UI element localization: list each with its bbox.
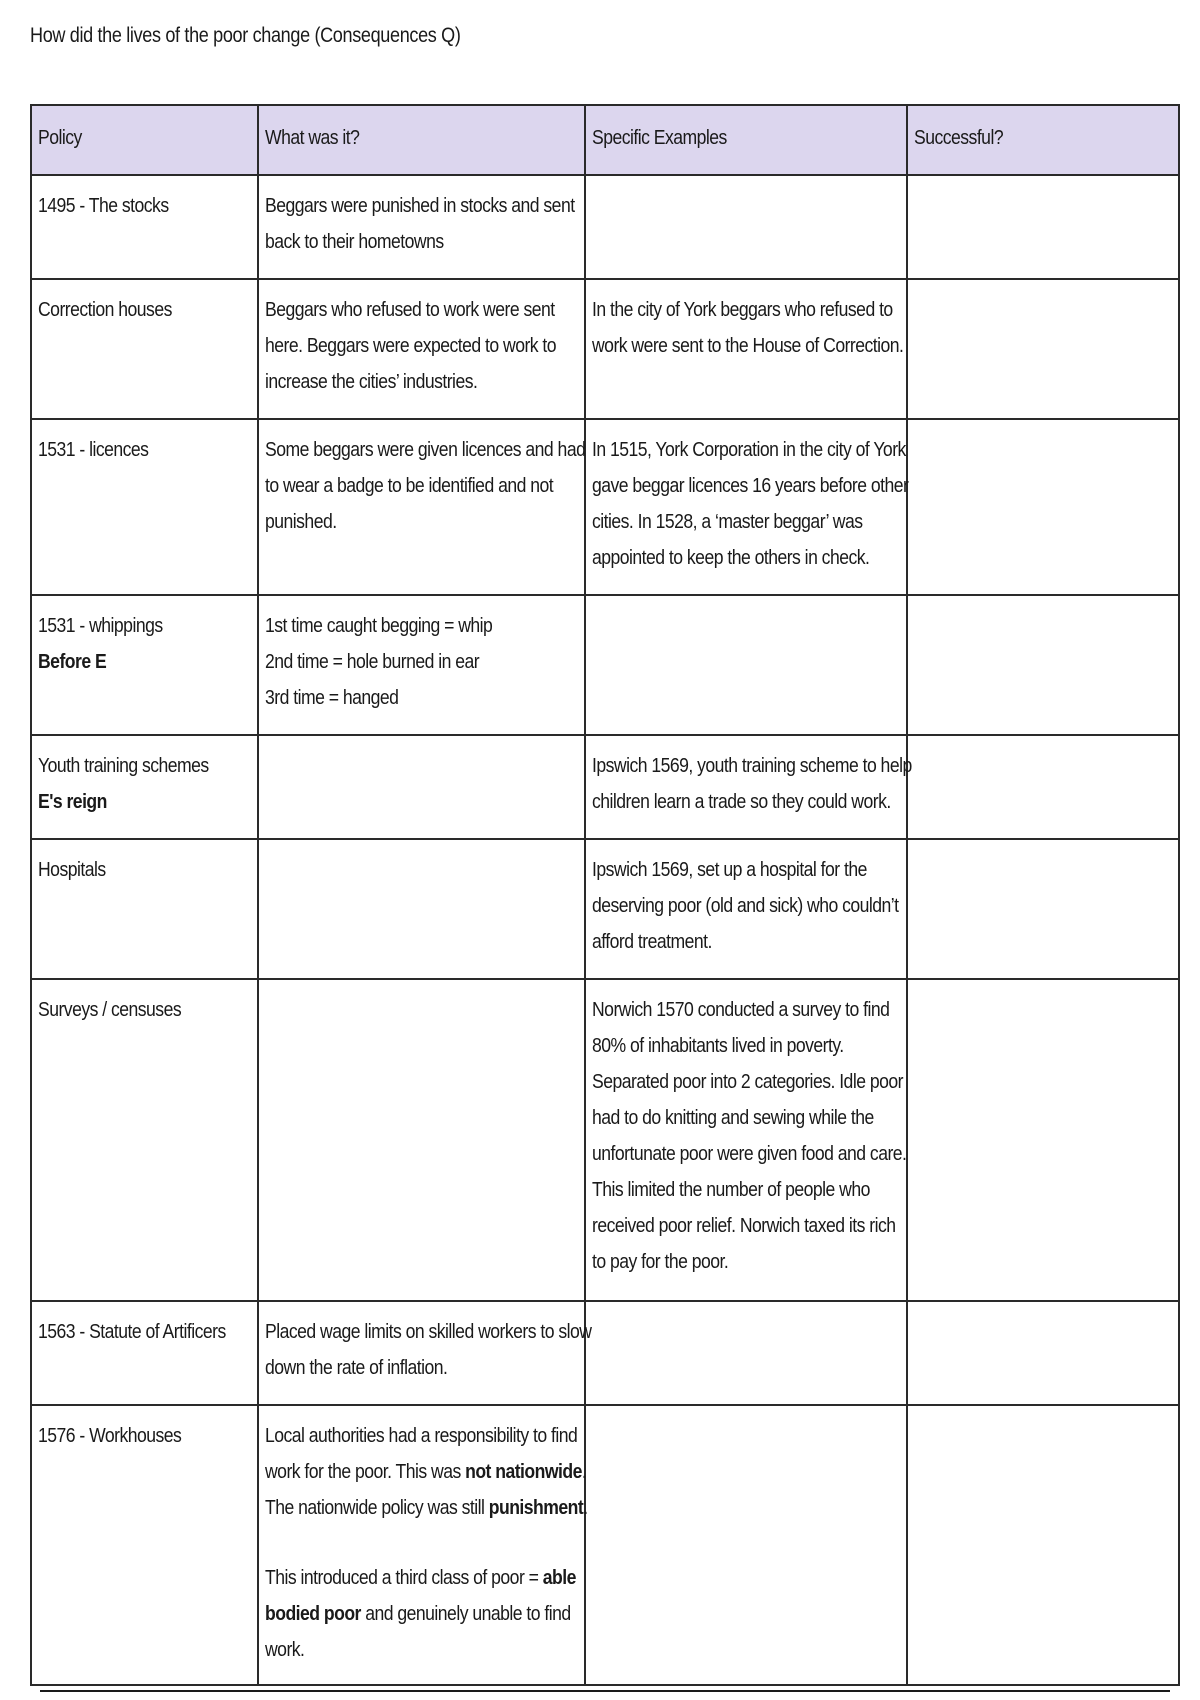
page-title: How did the lives of the poor change (Consequences Q) [30, 24, 461, 47]
policy-note: E's reign [38, 791, 107, 813]
table-row [31, 1301, 1179, 1405]
table-row [31, 175, 1179, 279]
what-cell: Placed wage limits on skilled workers to slow down the rate of inflation. [258, 1301, 585, 1405]
table-row [31, 839, 1179, 979]
policy-cell: 1531 - whippings Before E [31, 595, 258, 735]
examples-cell: In 1515, York Corporation in the city of York gave beggar licences 16 years before other cities. In 1528, a ‘master beggar’ was appointed to keep the others in check. [585, 419, 907, 595]
examples-cell: Norwich 1570 conducted a survey to find 80% of inhabitants lived in poverty. Separated poor into 2 categories. Idle poor had to do knitting and sewing while the unfortunate poor were given food and care. This limited the number of people who received poor relief. Norwich taxed its rich to pay for the poor. [585, 979, 907, 1301]
examples-cell: In the city of York beggars who refused to work were sent to the House of Correction. [585, 279, 907, 419]
what-cell: Local authorities had a responsibility to find work for the poor. This was not nationwide. The nationwide policy was still punishment. This introduced a third class of poor = able bodied poor and genuinely unable to find work. [258, 1405, 585, 1685]
successful-cell [907, 419, 1179, 595]
policy-cell: Youth training schemes E's reign [31, 735, 258, 839]
policy-table [30, 104, 1180, 1686]
policy-cell: 1531 - licences [31, 419, 258, 595]
table-row [31, 735, 1179, 839]
what-cell: 1st time caught begging = whip 2nd time = hole burned in ear 3rd time = hanged [258, 595, 585, 735]
successful-cell [907, 175, 1179, 279]
table-row [31, 979, 1179, 1301]
table-row [31, 419, 1179, 595]
policy-cell: 1576 - Workhouses [31, 1405, 258, 1685]
policy-cell: Correction houses [31, 279, 258, 419]
examples-cell: Ipswich 1569, youth training scheme to help children learn a trade so they could work. [585, 735, 907, 839]
what-cell [258, 735, 585, 839]
examples-cell: Ipswich 1569, set up a hospital for the deserving poor (old and sick) who couldn’t afford treatment. [585, 839, 907, 979]
bottom-rule [40, 1690, 1170, 1692]
table-row [31, 279, 1179, 419]
successful-cell [907, 979, 1179, 1301]
policy-cell: Hospitals [31, 839, 258, 979]
header-policy: Policy [31, 105, 258, 175]
examples-cell [585, 175, 907, 279]
policy-cell: Surveys / censuses [31, 979, 258, 1301]
table-row [31, 1405, 1179, 1685]
header-successful: Successful? [907, 105, 1179, 175]
table-row [31, 595, 1179, 735]
what-cell: Beggars who refused to work were sent here. Beggars were expected to work to increase the cities’ industries. [258, 279, 585, 419]
policy-cell: 1495 - The stocks [31, 175, 258, 279]
header-what-was-it: What was it? [258, 105, 585, 175]
header-specific-examples: Specific Examples [585, 105, 907, 175]
what-cell [258, 979, 585, 1301]
what-cell: Some beggars were given licences and had to wear a badge to be identified and not punished. [258, 419, 585, 595]
what-cell: Beggars were punished in stocks and sent back to their hometowns [258, 175, 585, 279]
examples-cell [585, 1405, 907, 1685]
successful-cell [907, 279, 1179, 419]
policy-note: Before E [38, 651, 107, 673]
successful-cell [907, 595, 1179, 735]
policy-cell: 1563 - Statute of Artificers [31, 1301, 258, 1405]
successful-cell [907, 735, 1179, 839]
what-cell [258, 839, 585, 979]
successful-cell [907, 1405, 1179, 1685]
examples-cell [585, 595, 907, 735]
table-header-row [31, 105, 1179, 175]
successful-cell [907, 1301, 1179, 1405]
examples-cell [585, 1301, 907, 1405]
successful-cell [907, 839, 1179, 979]
